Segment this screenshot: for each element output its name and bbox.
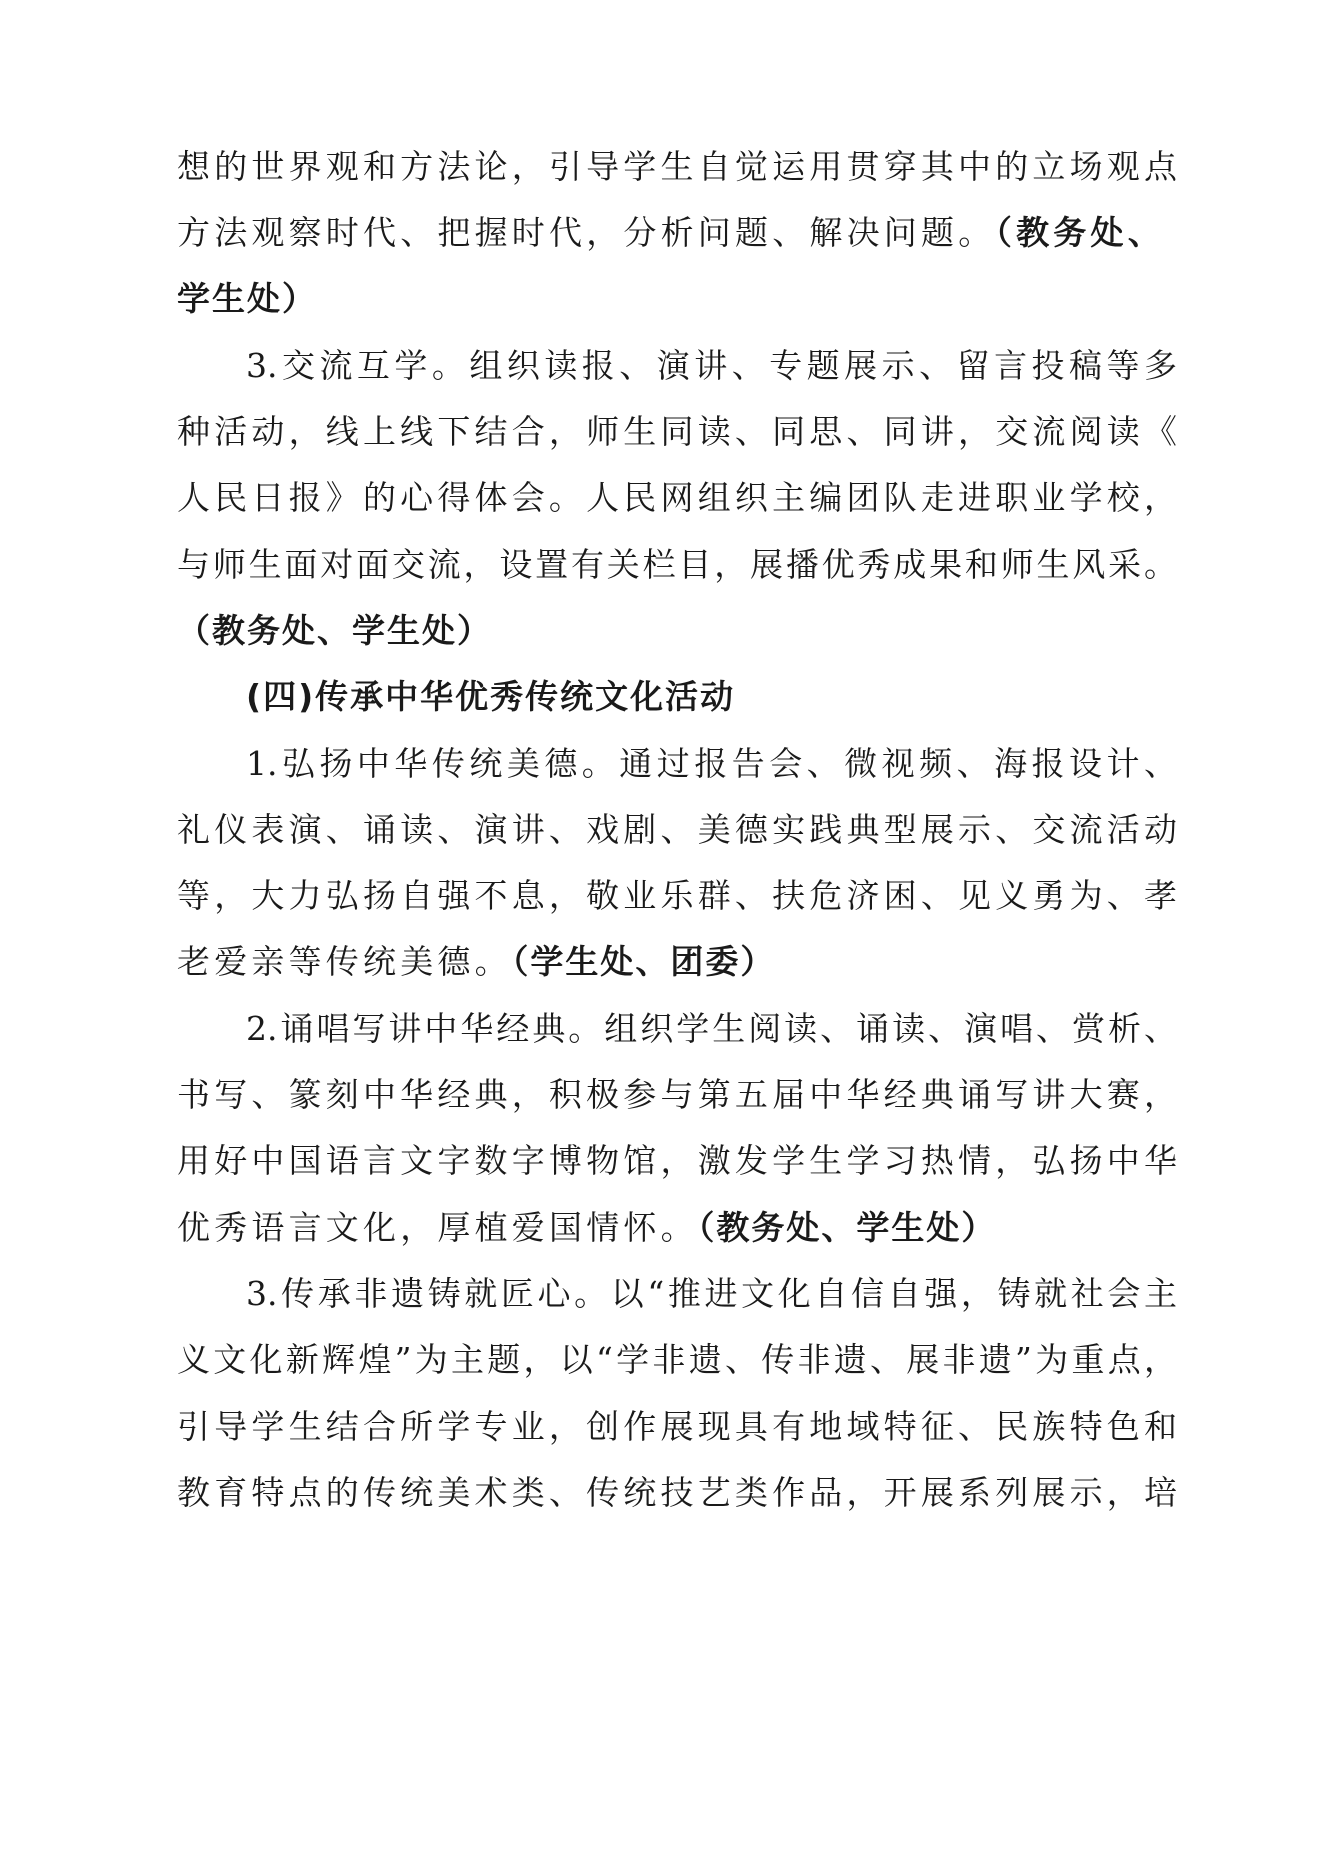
body-text-line: 等，大力弘扬自强不息，敬业乐群、扶危济困、见义勇为、孝 (177, 876, 1177, 915)
department-note: （教务处、 (995, 213, 1165, 252)
department-note: （教务处、学生处） (697, 1208, 997, 1247)
body-text-line: 3.传承非遗铸就匠心。以“推进文化自信自强，铸就社会主 (246, 1274, 1177, 1313)
body-text-line: 3.交流互学。组织读报、演讲、专题展示、留言投稿等多 (246, 346, 1177, 385)
body-text-line: 引导学生结合所学专业，创作展现具有地域特征、民族特色和 (177, 1407, 1177, 1446)
body-text-line (177, 929, 1177, 995)
body-text-line: 与师生面对面交流，设置有关栏目，展播优秀成果和师生风采。 (177, 545, 1177, 584)
body-text-line: 书写、篆刻中华经典，积极参与第五届中华经典诵写讲大赛， (177, 1075, 1177, 1114)
department-note: （学生处、团委） (511, 942, 776, 981)
body-text-line: 想的世界观和方法论，引导学生自觉运用贯穿其中的立场观点 (177, 147, 1177, 186)
body-text-line: 1.弘扬中华传统美德。通过报告会、微视频、海报设计、 (246, 744, 1177, 783)
body-text-line: 用好中国语言文字数字博物馆，激发学生学习热情，弘扬中华 (177, 1141, 1177, 1180)
body-text-line: 种活动，线上线下结合，师生同读、同思、同讲，交流阅读《 (177, 412, 1177, 451)
department-note: 学生处） (177, 279, 317, 318)
body-text: 老爱亲等传统美德。 (177, 942, 512, 981)
body-text: 方法观察时代、把握时代，分析问题、解决问题。 (177, 213, 996, 252)
body-text-line: 教育特点的传统美术类、传统技艺类作品，开展系列展示，培 (177, 1473, 1177, 1512)
body-text-line (177, 1195, 1177, 1261)
department-note: （教务处、学生处） (177, 611, 492, 650)
body-text-line: 义文化新辉煌”为主题，以“学非遗、传非遗、展非遗”为重点， (177, 1340, 1177, 1379)
section-heading: (四)传承中华优秀传统文化活动 (246, 677, 736, 716)
body-text-line: 2.诵唱写讲中华经典。组织学生阅读、诵读、演唱、赏析、 (246, 1009, 1177, 1048)
body-text-line (177, 200, 1177, 266)
body-text-line: 礼仪表演、诵读、演讲、戏剧、美德实践典型展示、交流活动 (177, 810, 1177, 849)
body-text-line: 人民日报》的心得体会。人民网组织主编团队走进职业学校， (177, 478, 1177, 517)
body-text: 优秀语言文化，厚植爱国情怀。 (177, 1208, 698, 1247)
